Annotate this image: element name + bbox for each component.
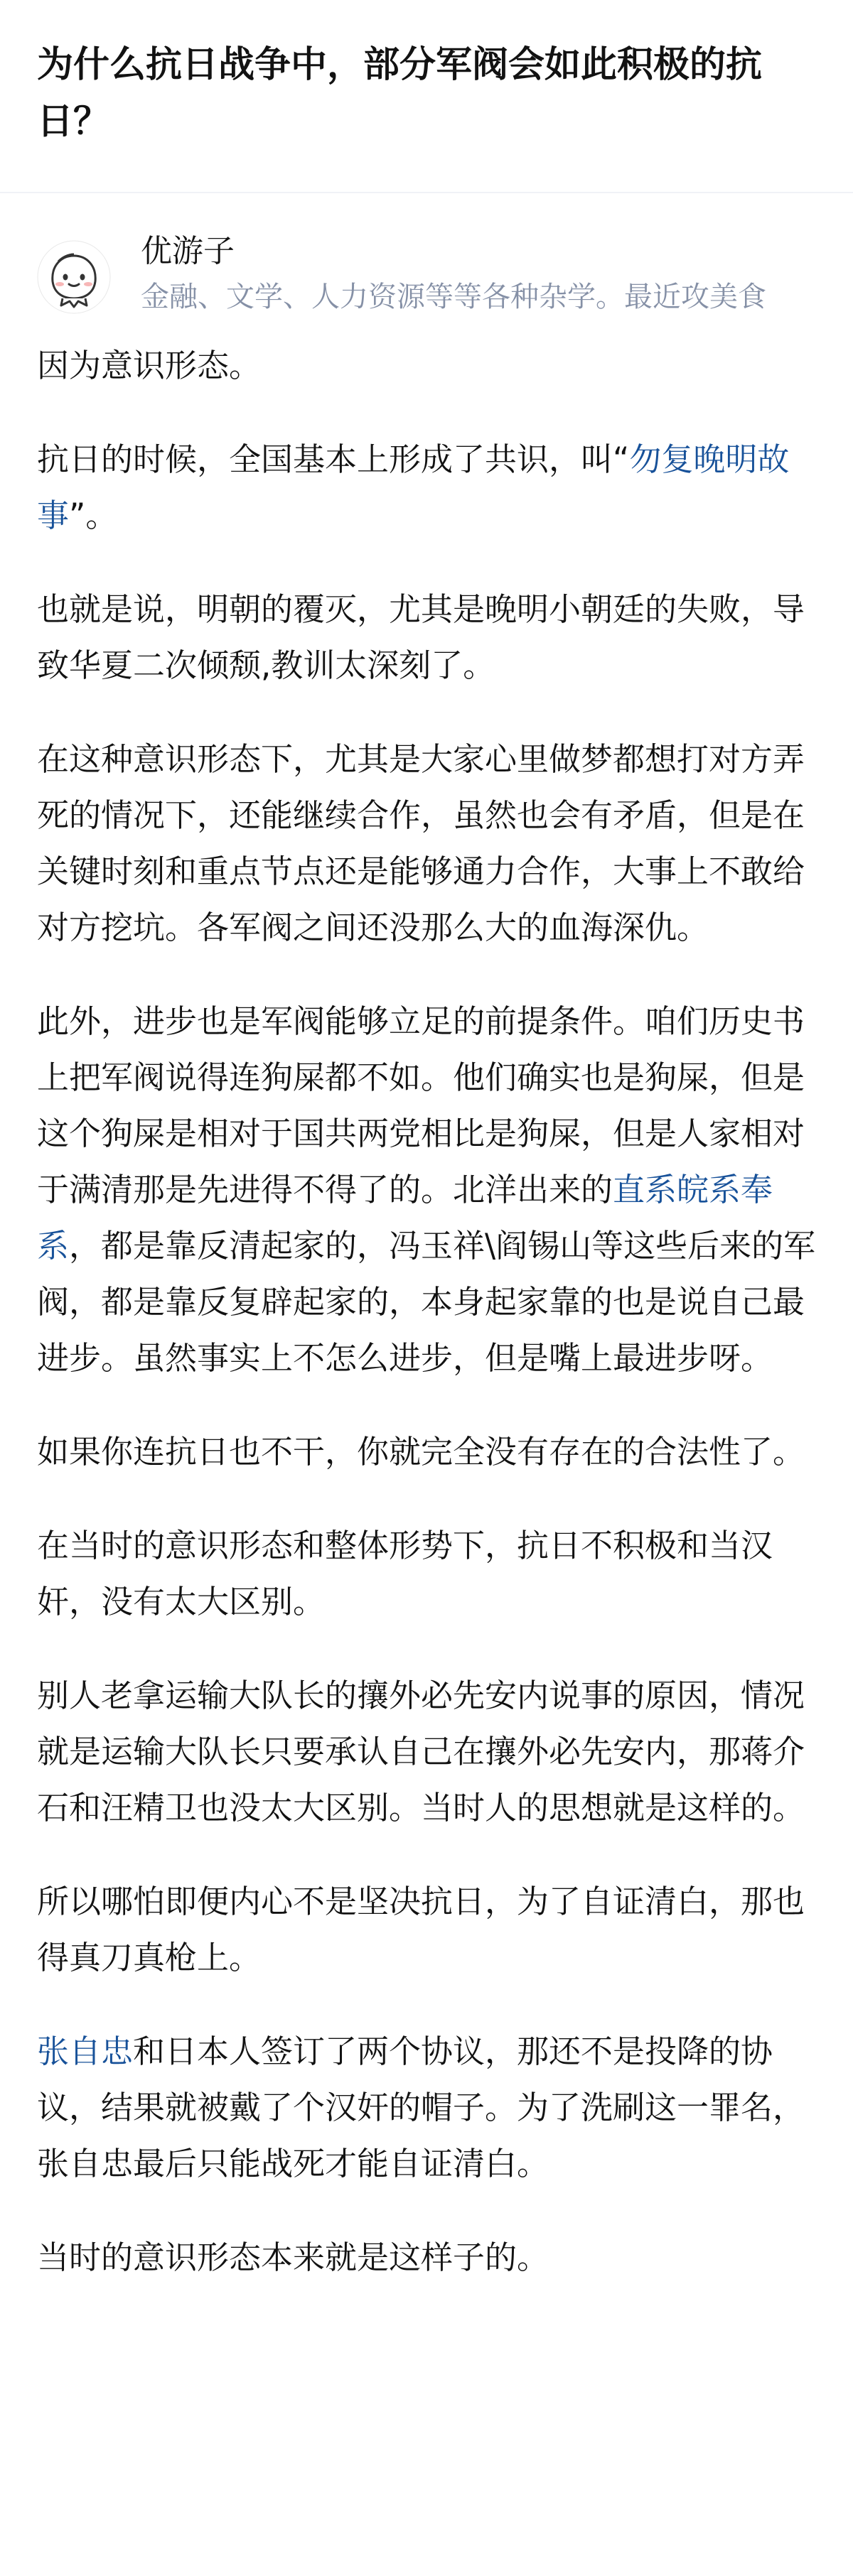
answer-paragraph-9: [37, 1873, 819, 1986]
author-info: [37, 227, 819, 320]
answer-paragraph-3: [37, 581, 819, 693]
paragraph-text: 别人老拿运输大队长的攘外必先安内说事的原因，情况就是运输大队长只要承认自己在攘外必先安内，那蒋介石和汪精卫也没太大区别。当时人的思想就是这样的。: [37, 1677, 805, 1827]
paragraph-text: ”。: [69, 497, 118, 534]
paragraph-text: 和日本人签订了两个协议，那还不是投降的协议，结果就被戴了个汉奸的帽子。为了洗刷这一罪名，张自忠最后只能战死才能自证清白。: [37, 2033, 805, 2182]
header-divider: [0, 192, 853, 193]
paragraph-text: 当时的意识形态本来就是这样子的。: [37, 2239, 549, 2276]
answer-paragraph-7: [37, 1517, 819, 1630]
link-zhang-zizhong[interactable]: 张自忠: [37, 2033, 134, 2070]
paragraph-text: 在这种意识形态下，尤其是大家心里做梦都想打对方弄死的情况下，还能继续合作，虽然也会有矛盾，但是在关键时刻和重点节点还是能够通力合作，大事上不敢给对方挖坑。各军阀之间还没那么大的血海深仇。: [37, 740, 805, 946]
paragraph-text: 也就是说，明朝的覆灭，尤其是晚明小朝廷的失败，导致华夏二次倾颓,教训太深刻了。: [37, 590, 805, 684]
question-title[interactable]: 为什么抗日战争中，部分军阀会如此积极的抗日？: [37, 44, 763, 143]
answer-paragraph-2: [37, 431, 819, 543]
paragraph-text: 所以哪怕即便内心不是坚决抗日，为了自证清白，那也得真刀真枪上。: [37, 1883, 805, 1976]
answer-paragraph-5: [37, 993, 819, 1386]
paragraph-text: ，都是靠反清起家的，冯玉祥\阎锡山等这些后来的军阀，都是靠反复辟起家的，本身起家靠的也是说自己最进步。虽然事实上不怎么进步，但是嘴上最进步呀。: [37, 1227, 816, 1377]
answer-paragraph-10: [37, 2023, 819, 2192]
paragraph-text: 在当时的意识形态和整体形势下，抗日不积极和当汉奸，没有太大区别。: [37, 1527, 773, 1620]
answer-paragraph-6: [37, 1424, 819, 1480]
paragraph-text: 因为意识形态。: [37, 347, 262, 384]
link-zhixi-wanxi-fengxi[interactable]: 直系皖系奉系: [37, 1171, 773, 1265]
author-bio: 金融、文学、人力资源等等各种杂学。最近攻美食: [141, 281, 766, 313]
author-name[interactable]: 优游子: [141, 233, 235, 269]
answer-paragraph-4: [37, 731, 819, 956]
cartoon-face-avatar-icon[interactable]: [37, 240, 111, 314]
answer-content: [37, 337, 819, 2323]
paragraph-text: 此外，进步也是军阀能够立足的前提条件。咱们历史书上把军阀说得连狗屎都不如。他们确实也是狗屎，但是这个狗屎是相对于国共两党相比是狗屎，但是人家相对于满清那是先进得不得了的。北洋出来的: [37, 1002, 805, 1208]
paragraph-text: 抗日的时候，全国基本上形成了共识，叫“: [37, 440, 630, 478]
paragraph-text: 如果你连抗日也不干，你就完全没有存在的合法性了。: [37, 1433, 805, 1471]
link-wufu-wanming[interactable]: 勿复晚明故事: [37, 440, 790, 534]
answer-paragraph-1: [37, 337, 819, 394]
answer-paragraph-8: [37, 1667, 819, 1836]
answer-paragraph-11: [37, 2229, 819, 2285]
